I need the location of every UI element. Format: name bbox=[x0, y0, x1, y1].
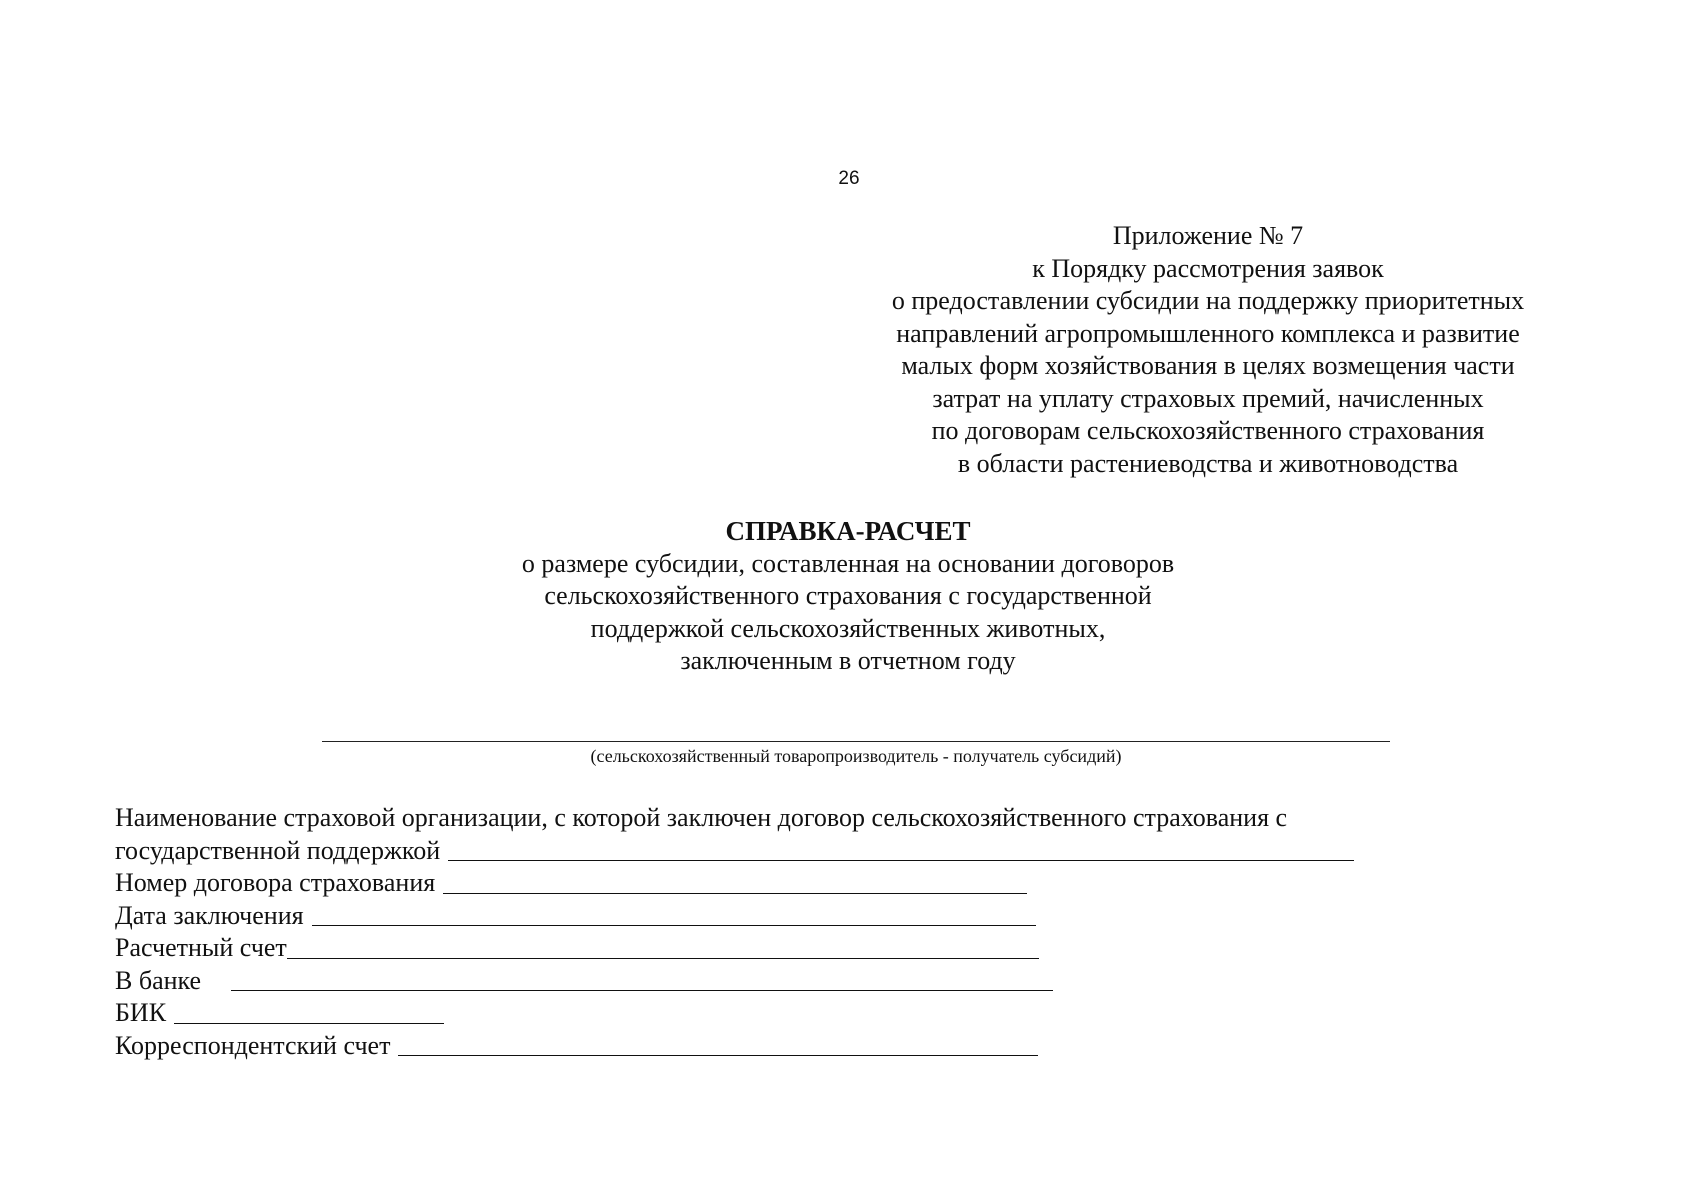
correspondent-account-fill-line[interactable] bbox=[398, 1055, 1038, 1056]
bank-label: В банке bbox=[115, 965, 202, 995]
settlement-account-fill-line[interactable] bbox=[287, 958, 1039, 959]
correspondent-account-row bbox=[115, 1030, 1595, 1063]
document-heading bbox=[398, 515, 1298, 678]
insurer-row-2 bbox=[115, 835, 1595, 868]
appendix-line: в области растениеводства и животноводства bbox=[957, 448, 1459, 478]
form-fields bbox=[115, 802, 1595, 1062]
conclusion-date-fill-line[interactable] bbox=[312, 925, 1036, 926]
settlement-account-row bbox=[115, 932, 1595, 965]
appendix-line: малых форм хозяйствования в целях возмещения части bbox=[901, 351, 1515, 380]
appendix-line: направлений агропромышленного комплекса и развитие bbox=[896, 318, 1520, 348]
conclusion-date-label: Дата заключения bbox=[115, 900, 304, 930]
bank-fill-line[interactable] bbox=[231, 990, 1053, 991]
conclusion-date-row bbox=[115, 900, 1595, 933]
appendix-line: затрат на уплату страховых премий, начисленных bbox=[932, 383, 1484, 413]
appendix-line: о предоставлении субсидии на поддержку приоритетных bbox=[891, 286, 1525, 315]
bik-fill-line[interactable] bbox=[174, 1023, 444, 1024]
recipient-fill-line[interactable] bbox=[322, 741, 1390, 742]
contract-number-row bbox=[115, 867, 1595, 900]
appendix-line: Приложение № 7 bbox=[1112, 221, 1304, 250]
appendix-line: по договорам сельскохозяйственного страхования bbox=[931, 416, 1485, 445]
document-title: СПРАВКА-РАСЧЕТ bbox=[725, 516, 971, 546]
insurer-fill-line[interactable] bbox=[448, 860, 1354, 861]
insurer-label: Наименование страховой организации, с которой заключен договор сельскохозяйственного страхования с bbox=[115, 803, 1288, 832]
document-subtitle-line: сельскохозяйственного страхования с государственной bbox=[544, 581, 1152, 610]
bik-row bbox=[115, 997, 1595, 1030]
contract-number-label: Номер договора страхования bbox=[115, 868, 436, 897]
settlement-account-label: Расчетный счет bbox=[115, 933, 287, 962]
insurer-label-continued: государственной поддержкой bbox=[115, 835, 441, 865]
document-subtitle-line: о размере субсидии, составленная на основании договоров bbox=[521, 548, 1175, 578]
recipient-caption: (сельскохозяйственный товаропроизводитель - получатель субсидий) bbox=[590, 746, 1122, 766]
document-subtitle-line: поддержкой сельскохозяйственных животных, bbox=[590, 613, 1106, 643]
appendix-line: к Порядку рассмотрения заявок bbox=[1032, 253, 1384, 283]
bank-row bbox=[115, 965, 1595, 998]
appendix-header bbox=[860, 220, 1556, 480]
contract-number-fill-line[interactable] bbox=[443, 893, 1027, 894]
bik-label: БИК bbox=[115, 998, 167, 1027]
page-number: 26 bbox=[838, 168, 860, 189]
correspondent-account-label: Корреспондентский счет bbox=[115, 1030, 391, 1060]
insurer-row-1 bbox=[115, 802, 1595, 835]
document-subtitle-line: заключенным в отчетном году bbox=[680, 646, 1016, 675]
